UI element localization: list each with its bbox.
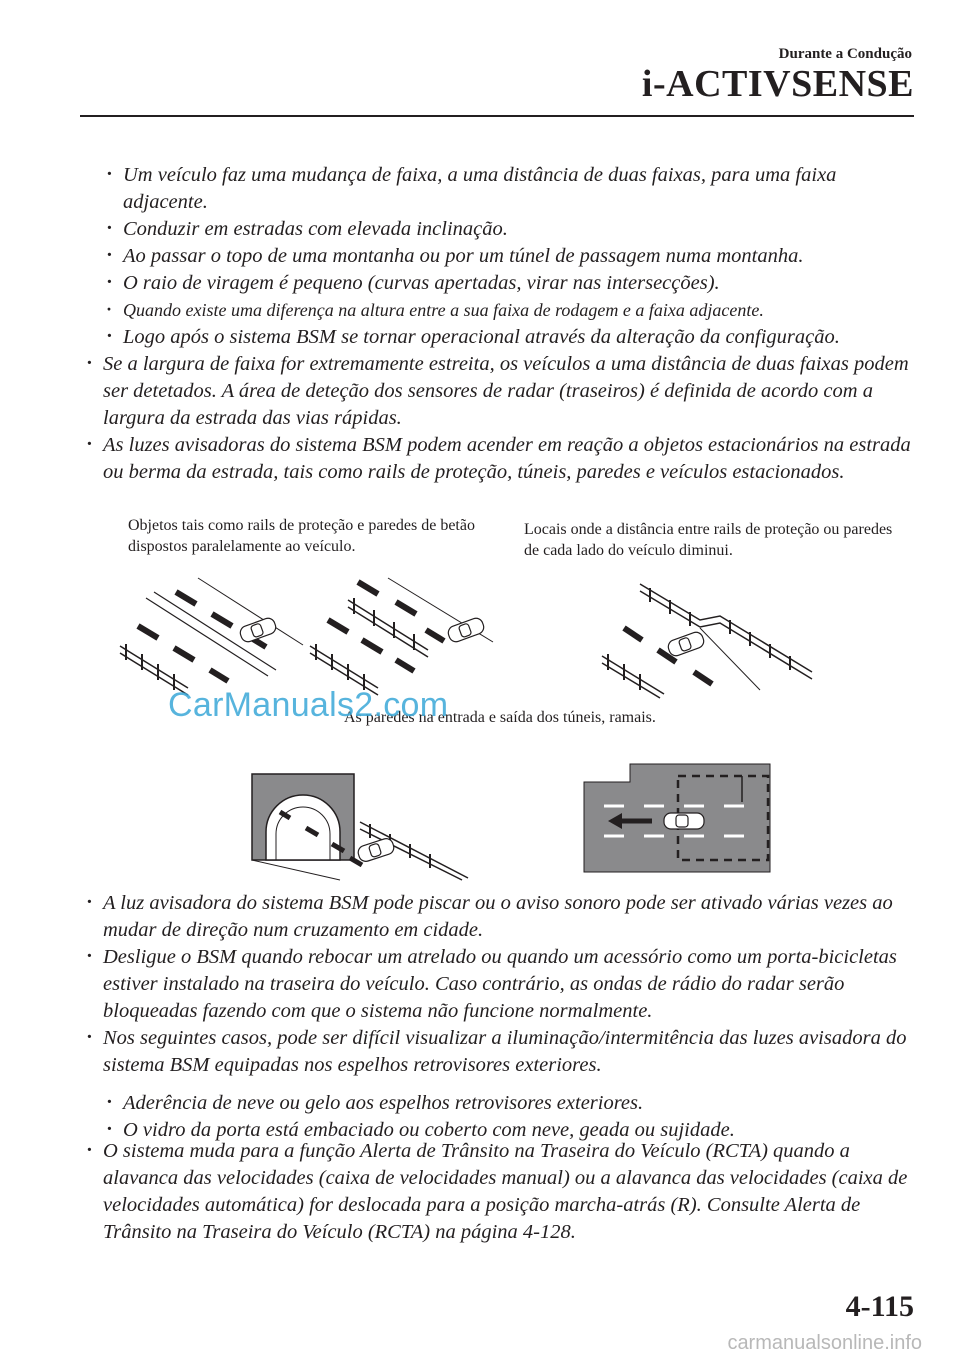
list-item: · Nos seguintes casos, pode ser difícil visualizar a iluminação/intermitência das luzes avisadora do sistema BSM equipadas nos espelhos retrovisores exteriores. xyxy=(86,1025,916,1079)
list-item: · O vidro da porta está embaciado ou coberto com neve, geada ou sujidade. xyxy=(106,1117,916,1144)
chapter-title: i-ACTIVSENSE xyxy=(641,63,914,105)
watermark-text: CarManuals2.com xyxy=(168,686,449,724)
list-item: · Logo após o sistema BSM se tornar operacional através da alteração da configuração. xyxy=(106,324,916,351)
list-item: · A luz avisadora do sistema BSM pode piscar ou o aviso sonoro pode ser ativado várias vezes ao mudar de direção num cruzamento em cidade. xyxy=(86,890,916,944)
bullet-list-3 xyxy=(86,1138,916,1246)
sub-bullet-list-2 xyxy=(106,1090,916,1144)
list-item: · Desligue o BSM quando rebocar um atrelado ou quando um acessório como um porta-bicicletas estiver instalado na traseira do veículo. Caso contrário, as ondas de rádio do radar serão bloqueadas fazendo com que o sistema não funcione normalmente. xyxy=(86,944,916,1025)
figure-caption-right: Locais onde a distância entre rails de proteção ou paredes de cada lado do veículo diminui. xyxy=(524,521,893,559)
list-item: · Quando existe uma diferença na altura entre a sua faixa de rodagem e a faixa adjacente. xyxy=(106,297,916,324)
section-label: Durante a Condução xyxy=(778,46,912,62)
tunnel-illustration xyxy=(250,772,470,880)
footer-watermark: carmanualsonline.info xyxy=(727,1332,922,1354)
list-item: · Se a largura de faixa for extremamente estreita, os veículos a uma distância de duas faixas podem ser detetados. A área de deteção dos sensores de radar (traseiros) é definida de acordo com a largura da estrada das vias rápidas. xyxy=(86,351,916,432)
figure-caption-left: Objetos tais como rails de proteção e paredes de betão dispostos paralelamente ao veículo. xyxy=(128,517,475,555)
junction-illustration xyxy=(582,762,772,874)
page-number: 4-115 xyxy=(845,1290,914,1323)
header-divider xyxy=(80,115,914,117)
sub-bullet-list-1 xyxy=(106,162,916,351)
road-wall-illustration xyxy=(118,578,308,696)
list-item: · Um veículo faz uma mudança de faixa, a uma distância de duas faixas, para uma faixa adjacente. xyxy=(106,162,916,216)
list-item: · O raio de viragem é pequeno (curvas apertadas, virar nas intersecções). xyxy=(106,270,916,297)
bullet-list-1 xyxy=(86,351,916,486)
list-item: · Conduzir em estradas com elevada inclinação. xyxy=(106,216,916,243)
list-item: · Aderência de neve ou gelo aos espelhos retrovisores exteriores. xyxy=(106,1090,916,1117)
list-item: · O sistema muda para a função Alerta de Trânsito na Traseira do Veículo (RCTA) quando a alavanca das velocidades (caixa de velocidades manual) ou a alavanca das velocidades (caixa de velocidades automática) for deslocada para a posição marcha-atrás (R). Consulte Alerta de Trânsito na Traseira do Veículo (RCTA) na página 4-128. xyxy=(86,1138,916,1246)
list-item: · Ao passar o topo de uma montanha ou por um túnel de passagem numa montanha. xyxy=(106,243,916,270)
bullet-list-2 xyxy=(86,890,916,1079)
road-guardrail-illustration xyxy=(308,578,498,696)
narrowing-guardrail-illustration xyxy=(600,580,815,698)
figure-caption-bottom: As paredes na entrada e saída dos túneis, ramais. xyxy=(344,709,656,726)
list-item: · As luzes avisadoras do sistema BSM podem acender em reação a objetos estacionários na estrada ou berma da estrada, tais como rails de proteção, túneis, paredes e veículos estacionados. xyxy=(86,432,916,486)
